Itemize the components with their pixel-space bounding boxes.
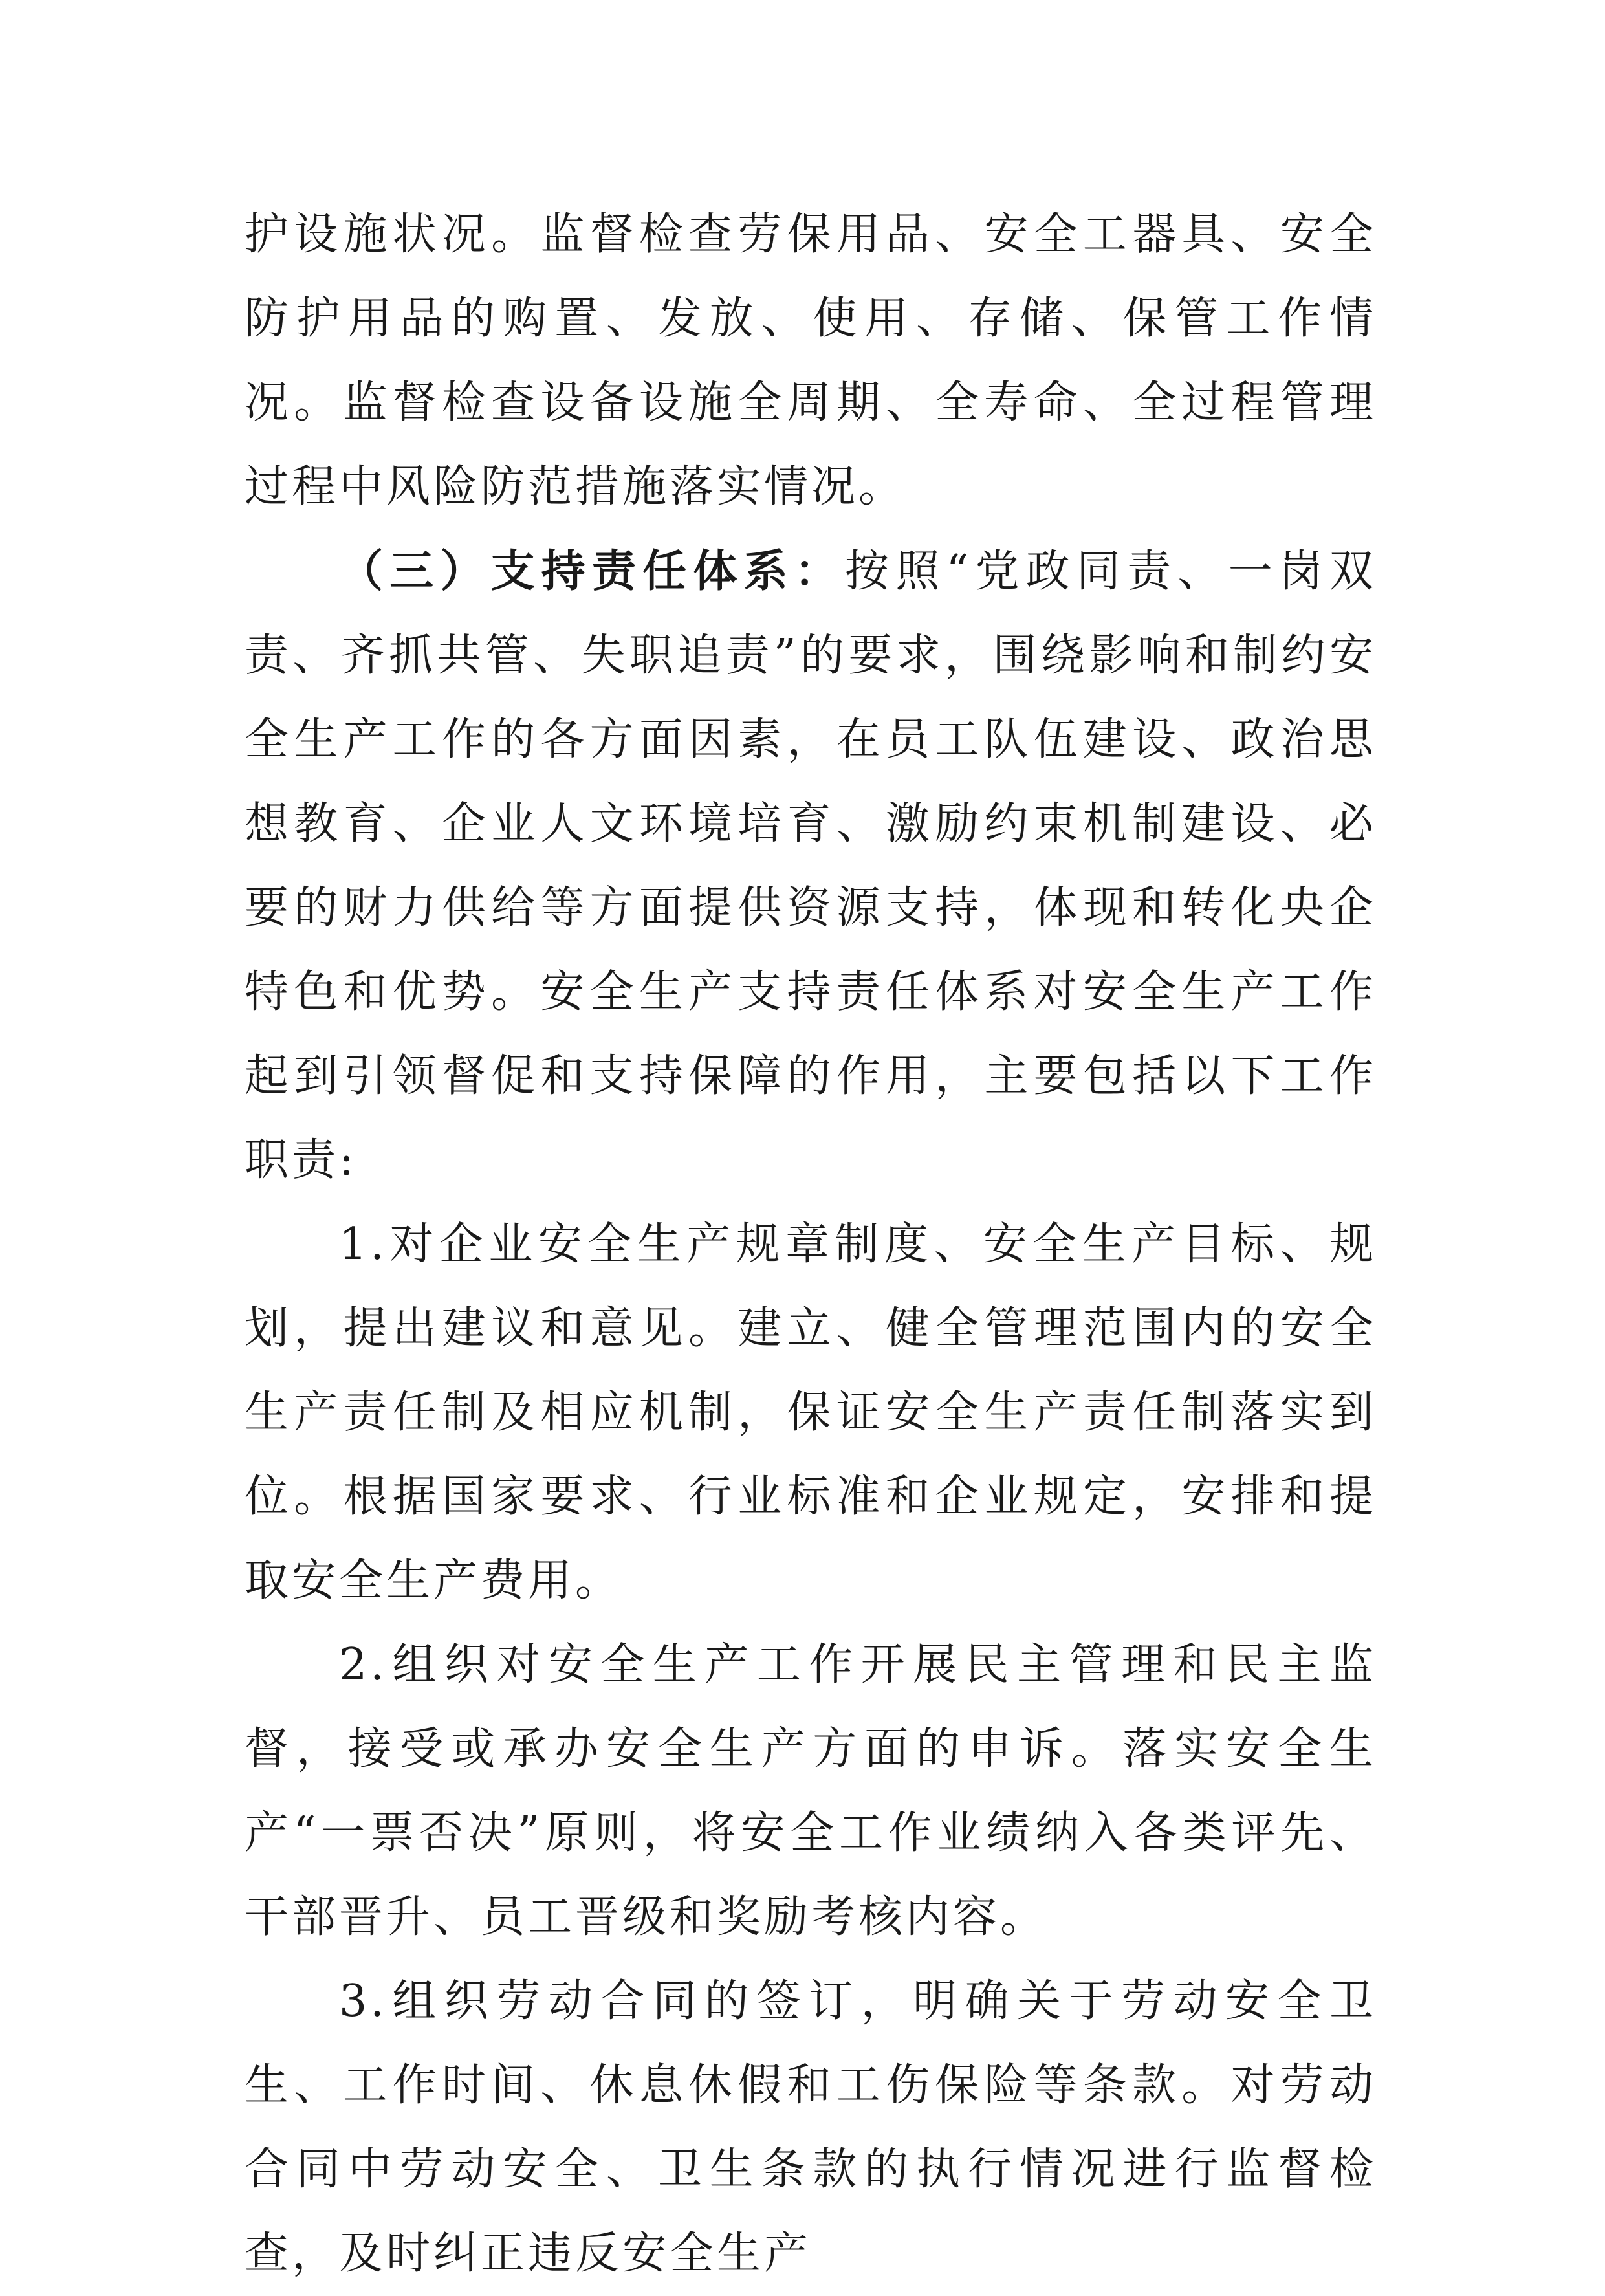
paragraph-item-1 <box>245 1203 1377 1623</box>
paragraph-text: 2.组织对安全生产工作开展民主管理和民主监督，接受或承办安全生产方面的申诉。落实安全生产“一票否决”原则，将安全工作业绩纳入各类评先、干部晋升、员工晋级和奖励考核内容。 <box>245 1639 1377 1943</box>
paragraph-text: 按照“党政同责、一岗双责、齐抓共管、失职追责”的要求，围绕影响和制约安全生产工作的各方面因素，在员工队伍建设、政治思想教育、企业人文环境培育、激励约束机制建设、必要的财力供给等方面提供资源支持，体现和转化央企特色和优势。安全生产支持责任体系对安全生产工作起到引领督促和支持保障的作用，主要包括以下工作职责: <box>245 546 1377 1186</box>
paragraph-text: 3.组织劳动合同的签订，明确关于劳动安全卫生、工作时间、休息休假和工伤保险等条款。对劳动合同中劳动安全、卫生条款的执行情况进行监督检查，及时纠正违反安全生产 <box>245 1976 1377 2279</box>
paragraph-item-3 <box>245 1960 1377 2296</box>
paragraph-item-2 <box>245 1623 1377 1960</box>
section-heading: （三）支持责任体系： <box>339 545 846 597</box>
paragraph-text: 护设施状况。监督检查劳保用品、安全工器具、安全防护用品的购置、发放、使用、存储、保管工作情况。监督检查设备设施全周期、全寿命、全过程管理过程中风险防范措施落实情况。 <box>245 209 1377 512</box>
paragraph-support-responsibility-system <box>245 529 1377 1203</box>
body-text <box>245 193 1377 2296</box>
paragraph-text: 1.对企业安全生产规章制度、安全生产目标、规划，提出建议和意见。建立、健全管理范围内的安全生产责任制及相应机制，保证安全生产责任制落实到位。根据国家要求、行业标准和企业规定，安排和提取安全生产费用。 <box>245 1219 1377 1606</box>
paragraph-continuation <box>245 193 1377 529</box>
